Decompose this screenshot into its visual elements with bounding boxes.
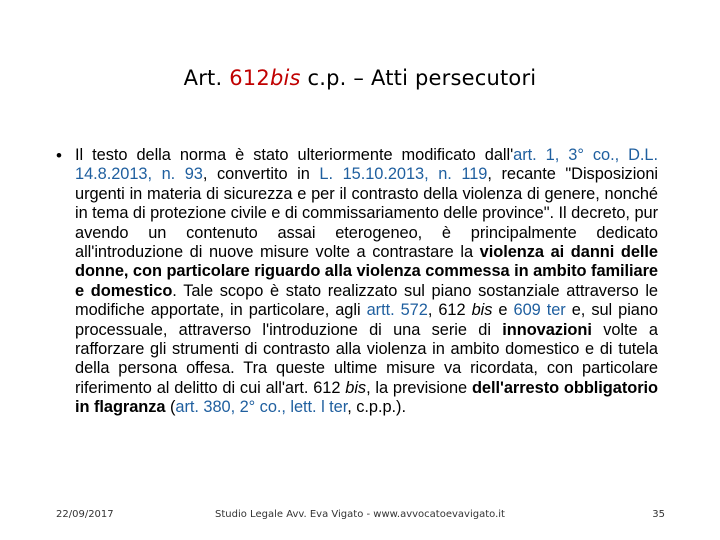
paragraph-text: Il testo della norma è stato ulteriormente modificato dall' xyxy=(75,146,514,164)
legal-reference-link[interactable]: art. 380, 2° co., lett. l ter xyxy=(175,398,348,417)
paragraph-text: ( xyxy=(165,398,176,417)
bold-text: violenza ai danni delle donne, con particolare riguardo alla violenza commessa in ambito familiare e domestico xyxy=(75,243,659,300)
legal-reference-link[interactable]: L. 15.10.2013, n. 119 xyxy=(319,165,488,184)
paragraph-text: , c.p.p.). xyxy=(347,398,406,417)
paragraph-text: , recante "Disposizioni urgenti in materia di sicurezza e per il contrasto della violenza di genere, nonché in tema di protezione civile e di commissariamento delle province". Il decreto, pur avendo un contenuto assai eterogeneo, è principalmente dedicato all'introduzione di nuove misure volte a contrastare la xyxy=(75,165,659,262)
title-bis: bis xyxy=(269,66,301,90)
bullet-icon: • xyxy=(56,146,62,165)
footer-date: 22/09/2017 xyxy=(56,509,114,520)
bullet-item xyxy=(56,146,660,418)
title-prefix: Art. xyxy=(183,66,230,90)
paragraph-text: , 612 xyxy=(427,301,472,320)
slide-title xyxy=(60,66,660,90)
paragraph-text: . Tale scopo è stato realizzato sul piano sostanziale attraverso le modifiche apportate, in particolare, agli xyxy=(75,281,658,320)
page-number: 35 xyxy=(652,509,665,520)
title-article-number: 612 xyxy=(229,66,270,90)
title-suffix: c.p. – Atti persecutori xyxy=(300,66,537,90)
legal-reference-link[interactable]: artt. 572 xyxy=(366,301,428,320)
footer-firm: Studio Legale Avv. Eva Vigato - www.avvocatoevavigato.it xyxy=(215,509,505,520)
paragraph-text: volte a rafforzare gli strumenti di contrasto alla violenza in ambito domestico e di tutela della persona offesa. Tra queste ultime misure va ricordata, con particolare riferimento al delitto di cui all'art. 612 xyxy=(75,320,658,397)
legal-reference-link[interactable]: art. 1, 3° co., D.L. 14.8.2013, n. 93 xyxy=(75,146,658,184)
italic-text: bis xyxy=(345,378,367,397)
bold-text: innovazioni xyxy=(502,320,592,339)
paragraph-text: e xyxy=(492,301,514,320)
bold-text: dell'arresto obbligatorio in flagranza xyxy=(75,378,658,417)
body-paragraph xyxy=(75,146,658,418)
legal-reference-link[interactable]: 609 ter xyxy=(513,301,566,320)
paragraph-text: , la previsione xyxy=(366,378,472,397)
paragraph-text: , convertito in xyxy=(202,165,320,184)
italic-text: bis xyxy=(471,301,493,320)
paragraph-text: e, sul piano processuale, attraverso l'introduzione di una serie di xyxy=(75,301,658,339)
